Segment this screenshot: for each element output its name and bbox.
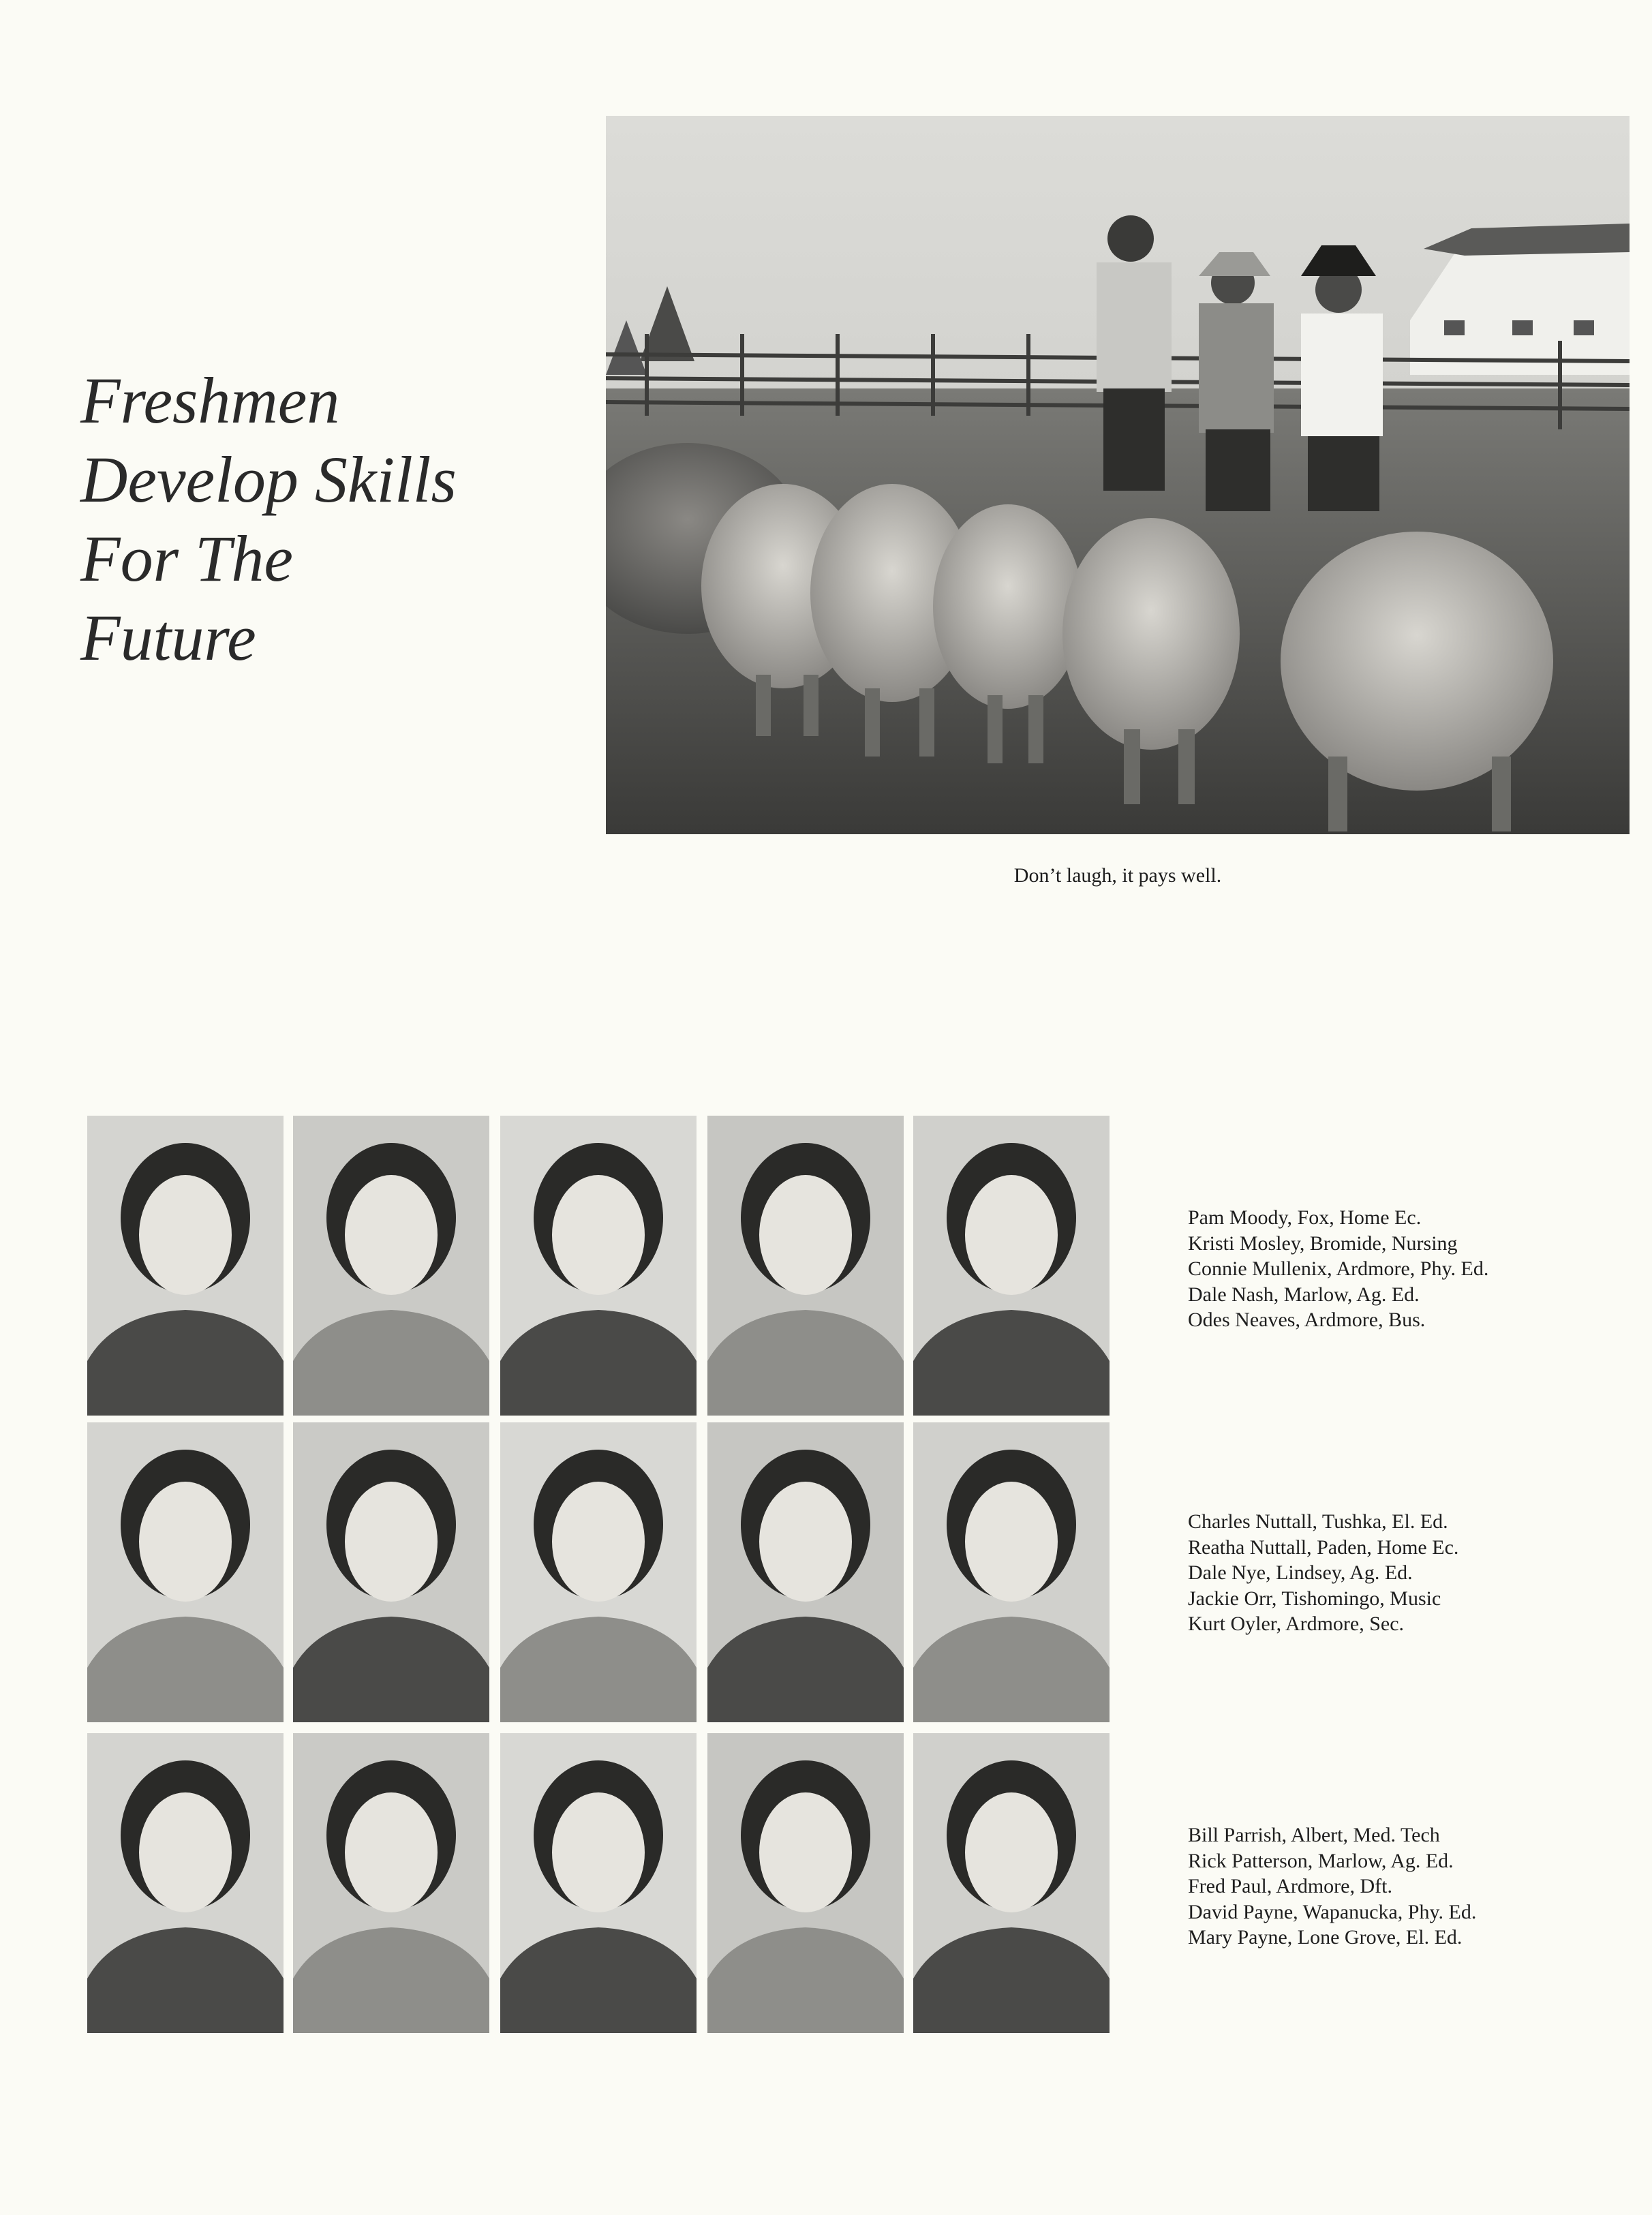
student-portrait <box>293 1733 489 2033</box>
student-portrait <box>87 1422 284 1722</box>
student-name: Bill Parrish, Albert, Med. Tech <box>1188 1824 1440 1846</box>
student-portrait <box>913 1422 1110 1722</box>
student-name: Reatha Nuttall, Paden, Home Ec. <box>1188 1536 1459 1559</box>
student-name: Connie Mullenix, Ardmore, Phy. Ed. <box>1188 1257 1489 1280</box>
page-headline <box>80 361 571 677</box>
student-name: Dale Nash, Marlow, Ag. Ed. <box>1188 1283 1420 1306</box>
student-name: Pam Moody, Fox, Home Ec. <box>1188 1206 1422 1229</box>
portrait-photo <box>913 1422 1110 1722</box>
portrait-photo <box>707 1733 904 2033</box>
name-list-row-3 <box>1188 1822 1624 1951</box>
headline-line: Future <box>80 601 256 674</box>
student-name: Charles Nuttall, Tushka, El. Ed. <box>1188 1510 1448 1533</box>
headline-line: Develop Skills <box>80 443 457 516</box>
headline-line: Freshmen <box>80 364 340 437</box>
student-portrait <box>500 1422 697 1722</box>
student-portrait <box>293 1422 489 1722</box>
portrait-photo <box>913 1733 1110 2033</box>
photo-caption: Don’t laugh, it pays well. <box>1013 864 1222 887</box>
student-name: Dale Nye, Lindsey, Ag. Ed. <box>1188 1561 1413 1584</box>
portrait-photo <box>500 1422 697 1722</box>
student-name: Mary Payne, Lone Grove, El. Ed. <box>1188 1926 1463 1949</box>
student-name: Fred Paul, Ardmore, Dft. <box>1188 1875 1392 1897</box>
portrait-photo <box>87 1422 284 1722</box>
portrait-photo <box>500 1116 697 1416</box>
student-portrait <box>293 1116 489 1416</box>
portrait-photo <box>707 1116 904 1416</box>
student-name: Kurt Oyler, Ardmore, Sec. <box>1188 1613 1405 1635</box>
portrait-grid <box>87 1116 1112 2033</box>
student-name: Rick Patterson, Marlow, Ag. Ed. <box>1188 1849 1454 1872</box>
portrait-photo <box>500 1733 697 2033</box>
student-name: David Payne, Wapanucka, Phy. Ed. <box>1188 1900 1477 1923</box>
student-name: Kristi Mosley, Bromide, Nursing <box>1188 1232 1458 1255</box>
portrait-photo <box>293 1733 489 2033</box>
student-portrait <box>707 1422 904 1722</box>
student-portrait <box>707 1116 904 1416</box>
headline-line: For The <box>80 522 293 595</box>
name-list-row-2 <box>1188 1509 1624 1637</box>
portrait-photo <box>707 1422 904 1722</box>
student-portrait <box>707 1733 904 2033</box>
name-list-row-1 <box>1188 1205 1624 1333</box>
farm-scene-image <box>606 116 1630 834</box>
portrait-photo <box>87 1116 284 1416</box>
portrait-photo <box>913 1116 1110 1416</box>
portrait-photo <box>87 1733 284 2033</box>
student-portrait <box>913 1733 1110 2033</box>
student-name: Jackie Orr, Tishomingo, Music <box>1188 1587 1441 1610</box>
portrait-photo <box>293 1116 489 1416</box>
student-name: Odes Neaves, Ardmore, Bus. <box>1188 1309 1426 1331</box>
student-portrait <box>500 1116 697 1416</box>
student-portrait <box>87 1116 284 1416</box>
portrait-photo <box>293 1422 489 1722</box>
feature-photo <box>606 116 1630 834</box>
student-portrait <box>500 1733 697 2033</box>
student-portrait <box>913 1116 1110 1416</box>
student-portrait <box>87 1733 284 2033</box>
